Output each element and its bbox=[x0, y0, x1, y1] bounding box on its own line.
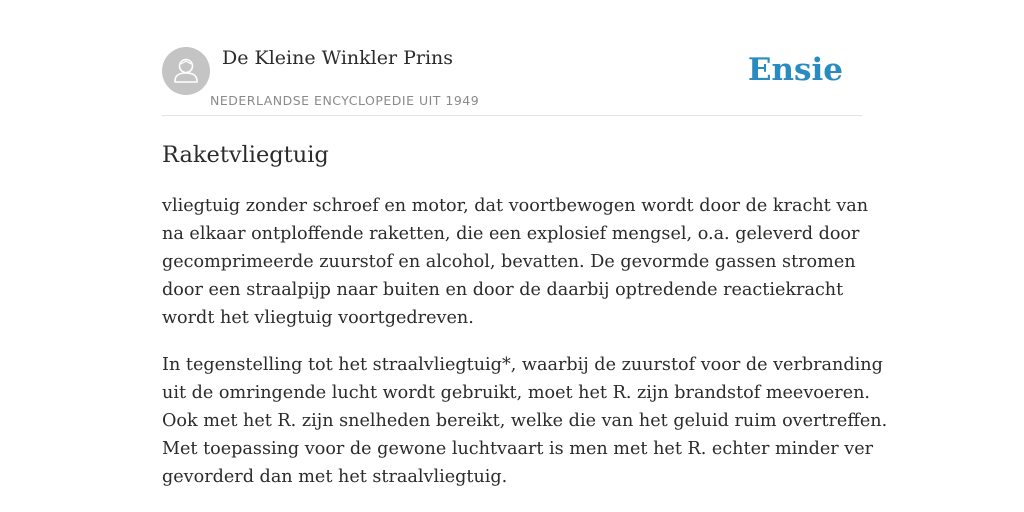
source-subtitle: NEDERLANDSE ENCYCLOPEDIE UIT 1949 bbox=[210, 93, 480, 108]
article-page bbox=[162, 0, 888, 512]
paragraph-line: wordt het vliegtuig voortgedreven. bbox=[162, 308, 474, 328]
paragraph-line: vliegtuig zonder schroef en motor, dat voortbewogen wordt door de kracht van bbox=[162, 196, 869, 216]
article-paragraph-1 bbox=[162, 192, 869, 332]
source-name[interactable]: De Kleine Winkler Prins bbox=[222, 47, 454, 69]
paragraph-line: na elkaar ontploffende raketten, die een explosief mengsel, o.a. geleverd door bbox=[162, 224, 860, 244]
paragraph-line: gecomprimeerde zuurstof en alcohol, bevatten. De gevormde gassen stromen bbox=[162, 252, 856, 272]
paragraph-line: uit de omringende lucht wordt gebruikt, moet het R. zijn brandstof meevoeren. bbox=[162, 383, 871, 403]
avatar[interactable] bbox=[162, 47, 210, 95]
paragraph-line: In tegenstelling tot het straalvliegtuig*, waarbij de zuurstof voor de verbranding bbox=[162, 355, 883, 375]
paragraph-line: door een straalpijp naar buiten en door de daarbij optredende reactiekracht bbox=[162, 280, 844, 300]
article-title: Raketvliegtuig bbox=[162, 142, 329, 168]
paragraph-line: Met toepassing voor de gewone luchtvaart is men met het R. echter minder ver bbox=[162, 439, 874, 459]
ensie-logo[interactable]: Ensie bbox=[747, 52, 843, 88]
user-icon bbox=[162, 47, 210, 95]
article-paragraph-2 bbox=[162, 351, 888, 491]
paragraph-line: gevorderd dan met het straalvliegtuig. bbox=[162, 467, 508, 487]
header-divider bbox=[162, 115, 862, 116]
paragraph-line: Ook met het R. zijn snelheden bereikt, welke die van het geluid ruim overtreffen. bbox=[162, 411, 888, 431]
